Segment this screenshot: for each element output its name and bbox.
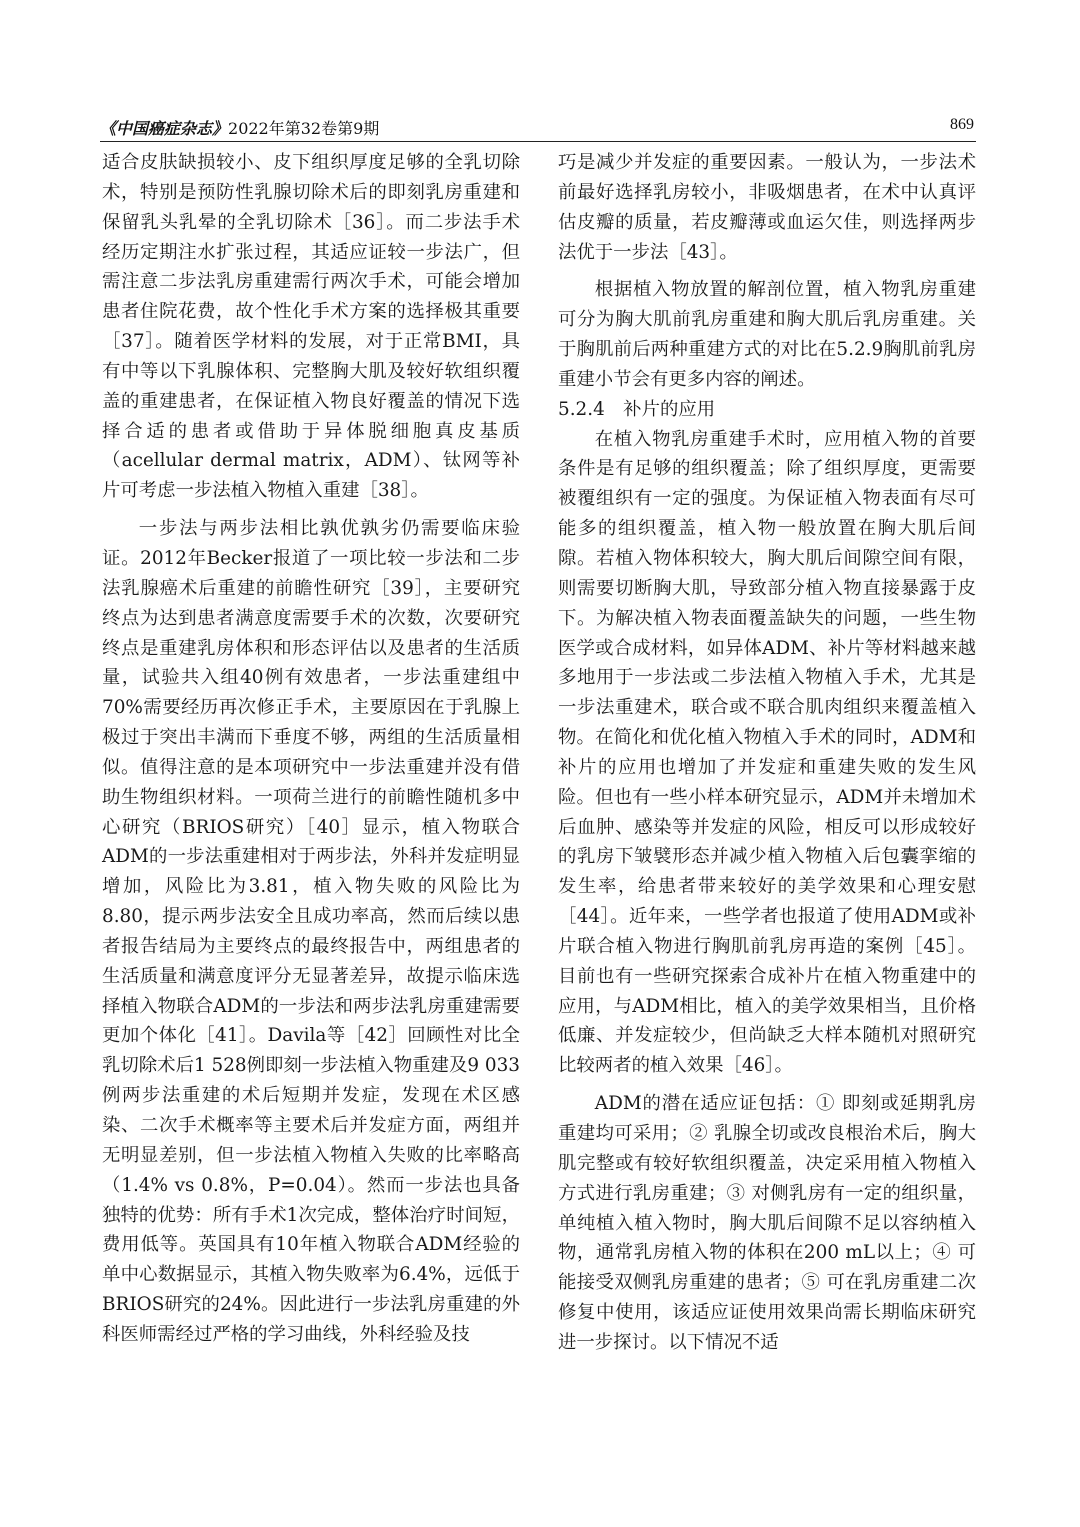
paragraph: 在植入物乳房重建手术时，应用植入物的首要条件是有足够的组织覆盖；除了组织厚度，更需要被覆组织有一定的强度。为保证植入物表面有尽可能多的组织覆盖，植入物一般放置在胸大肌后间隙。若植入物体积较大，胸大肌后间隙空间有限，则需要切断胸大肌，导致部分植入物直接暴露于皮下。为解决植入物表面覆盖缺失的问题，一些生物医学或合成材料，如异体ADM、补片等材料越来越多地用于一步法或二步法植入物植入手术，尤其是一步法重建术，联合或不联合肌肉组织来覆盖植入物。在简化和优化植入物植入手术的同时，ADM和补片的应用也增加了并发症和重建失败的发生风险。但也有一些小样本研究显示，ADM并未增加术后血肿、感染等并发症的风险，相反可以形成较好的乳房下皱襞形态并减少植入物植入后包囊挛缩的发生率，给患者带来较好的美学效果和心理安慰［44］。近年来，一些学者也报道了使用ADM或补片联合植入物进行胸肌前乳房再造的案例［45］。目前也有一些研究探索合成补片在植入物重建中的应用，与ADM相比，植入的美学效果相当，且价格低廉、并发症较少，但尚缺乏大样本随机对照研究比较两者的植入效果［46］。 <box>558 428 976 1077</box>
paragraph: 巧是减少并发症的重要因素。一般认为，一步法术前最好选择乳房较小，非吸烟患者，在术中认真评估皮瓣的质量，若皮瓣薄或血运欠佳，则选择两步法优于一步法［43］。 <box>558 152 976 263</box>
journal-issue: 2022年第32卷第9期 <box>228 119 380 138</box>
right-column <box>558 148 976 1358</box>
paragraph: 根据植入物放置的解剖位置，植入物乳房重建可分为胸大肌前乳房重建和胸大肌后乳房重建。关于胸肌前后两种重建方式的对比在5.2.9胸肌前乳房重建小节会有更多内容的阐述。 <box>558 279 976 390</box>
paragraph: 一步法与两步法相比孰优孰劣仍需要临床验证。2012年Becker报道了一项比较一步法和二步法乳腺癌术后重建的前瞻性研究［39］，主要研究终点为达到患者满意度需要手术的次数，次要研究终点是重建乳房体积和形态评估以及患者的生活质量，试验共入组40例有效患者，一步法重建组中70%需要经历再次修正手术，主要原因在于乳腺上极过于突出丰满而下垂度不够，两组的生活质量相似。值得注意的是本项研究中一步法重建并没有借助生物组织材料。一项荷兰进行的前瞻性随机多中心研究（BRIOS研究）［40］显示，植入物联合ADM的一步法重建相对于两步法，外科并发症明显增加，风险比为3.81，植入物失败的风险比为8.80，提示两步法安全且成功率高，然而后续以患者报告结局为主要终点的最终报告中，两组患者的生活质量和满意度评分无显著差异，故提示临床选择植入物联合ADM的一步法和两步法乳房重建需要更加个体化［41］。Davila等［42］回顾性对比全乳切除术后1 528例即刻一步法植入物重建及9 033例两步法重建的术后短期并发症，发现在术区感染、二次手术概率等主要术后并发症方面，两组并无明显差别，但一步法植入物植入失败的比率略高（1.4% vs 0.8%，P=0.04）。然而一步法也具备独特的优势：所有手术1次完成，整体治疗时间短，费用低等。英国具有10年植入物联合ADM经验的单中心数据显示，其植入物失败率为6.4%，远低于BRIOS研究的24%。因此进行一步法乳房重建的外科医师需经过严格的学习曲线，外科经验及技 <box>102 518 520 1345</box>
journal-name: 《中国癌症杂志》 <box>100 119 229 138</box>
running-header <box>100 113 976 142</box>
section-heading: 5.2.4 补片的应用 <box>558 398 716 420</box>
paragraph: ADM的潜在适应证包括：① 即刻或延期乳房重建均可采用；② 乳腺全切或改良根治术后，胸大肌完整或有较好软组织覆盖，决定采用植入物植入方式进行乳房重建；③ 对侧乳房有一定的组织量，单纯植入植入物时，胸大肌后间隙不足以容纳植入物，通常乳房植入物的体积在200 mL以上；④ 可能接受双侧乳房重建的患者；⑤ 可在乳房重建二次修复中使用，该适应证使用效果尚需长期临床研究进一步探讨。以下情况不适 <box>558 1093 976 1353</box>
journal-citation <box>100 116 379 139</box>
paragraph: 适合皮肤缺损较小、皮下组织厚度足够的全乳切除术，特别是预防性乳腺切除术后的即刻乳房重建和保留乳头乳晕的全乳切除术［36］。而二步法手术经历定期注水扩张过程，其适应证较一步法广，但需注意二步法乳房重建需行两次手术，可能会增加患者住院花费，故个性化手术方案的选择极其重要［37］。随着医学材料的发展，对于正常BMI，具有中等以下乳腺体积、完整胸大肌及较好软组织覆盖的重建患者，在保证植入物良好覆盖的情况下选择合适的患者或借助于异体脱细胞真皮基质（acellular dermal matrix，ADM）、钛网等补片可考虑一步法植入物植入重建［38］。 <box>102 152 520 502</box>
page-number: 869 <box>950 116 974 133</box>
left-column <box>102 148 520 1350</box>
